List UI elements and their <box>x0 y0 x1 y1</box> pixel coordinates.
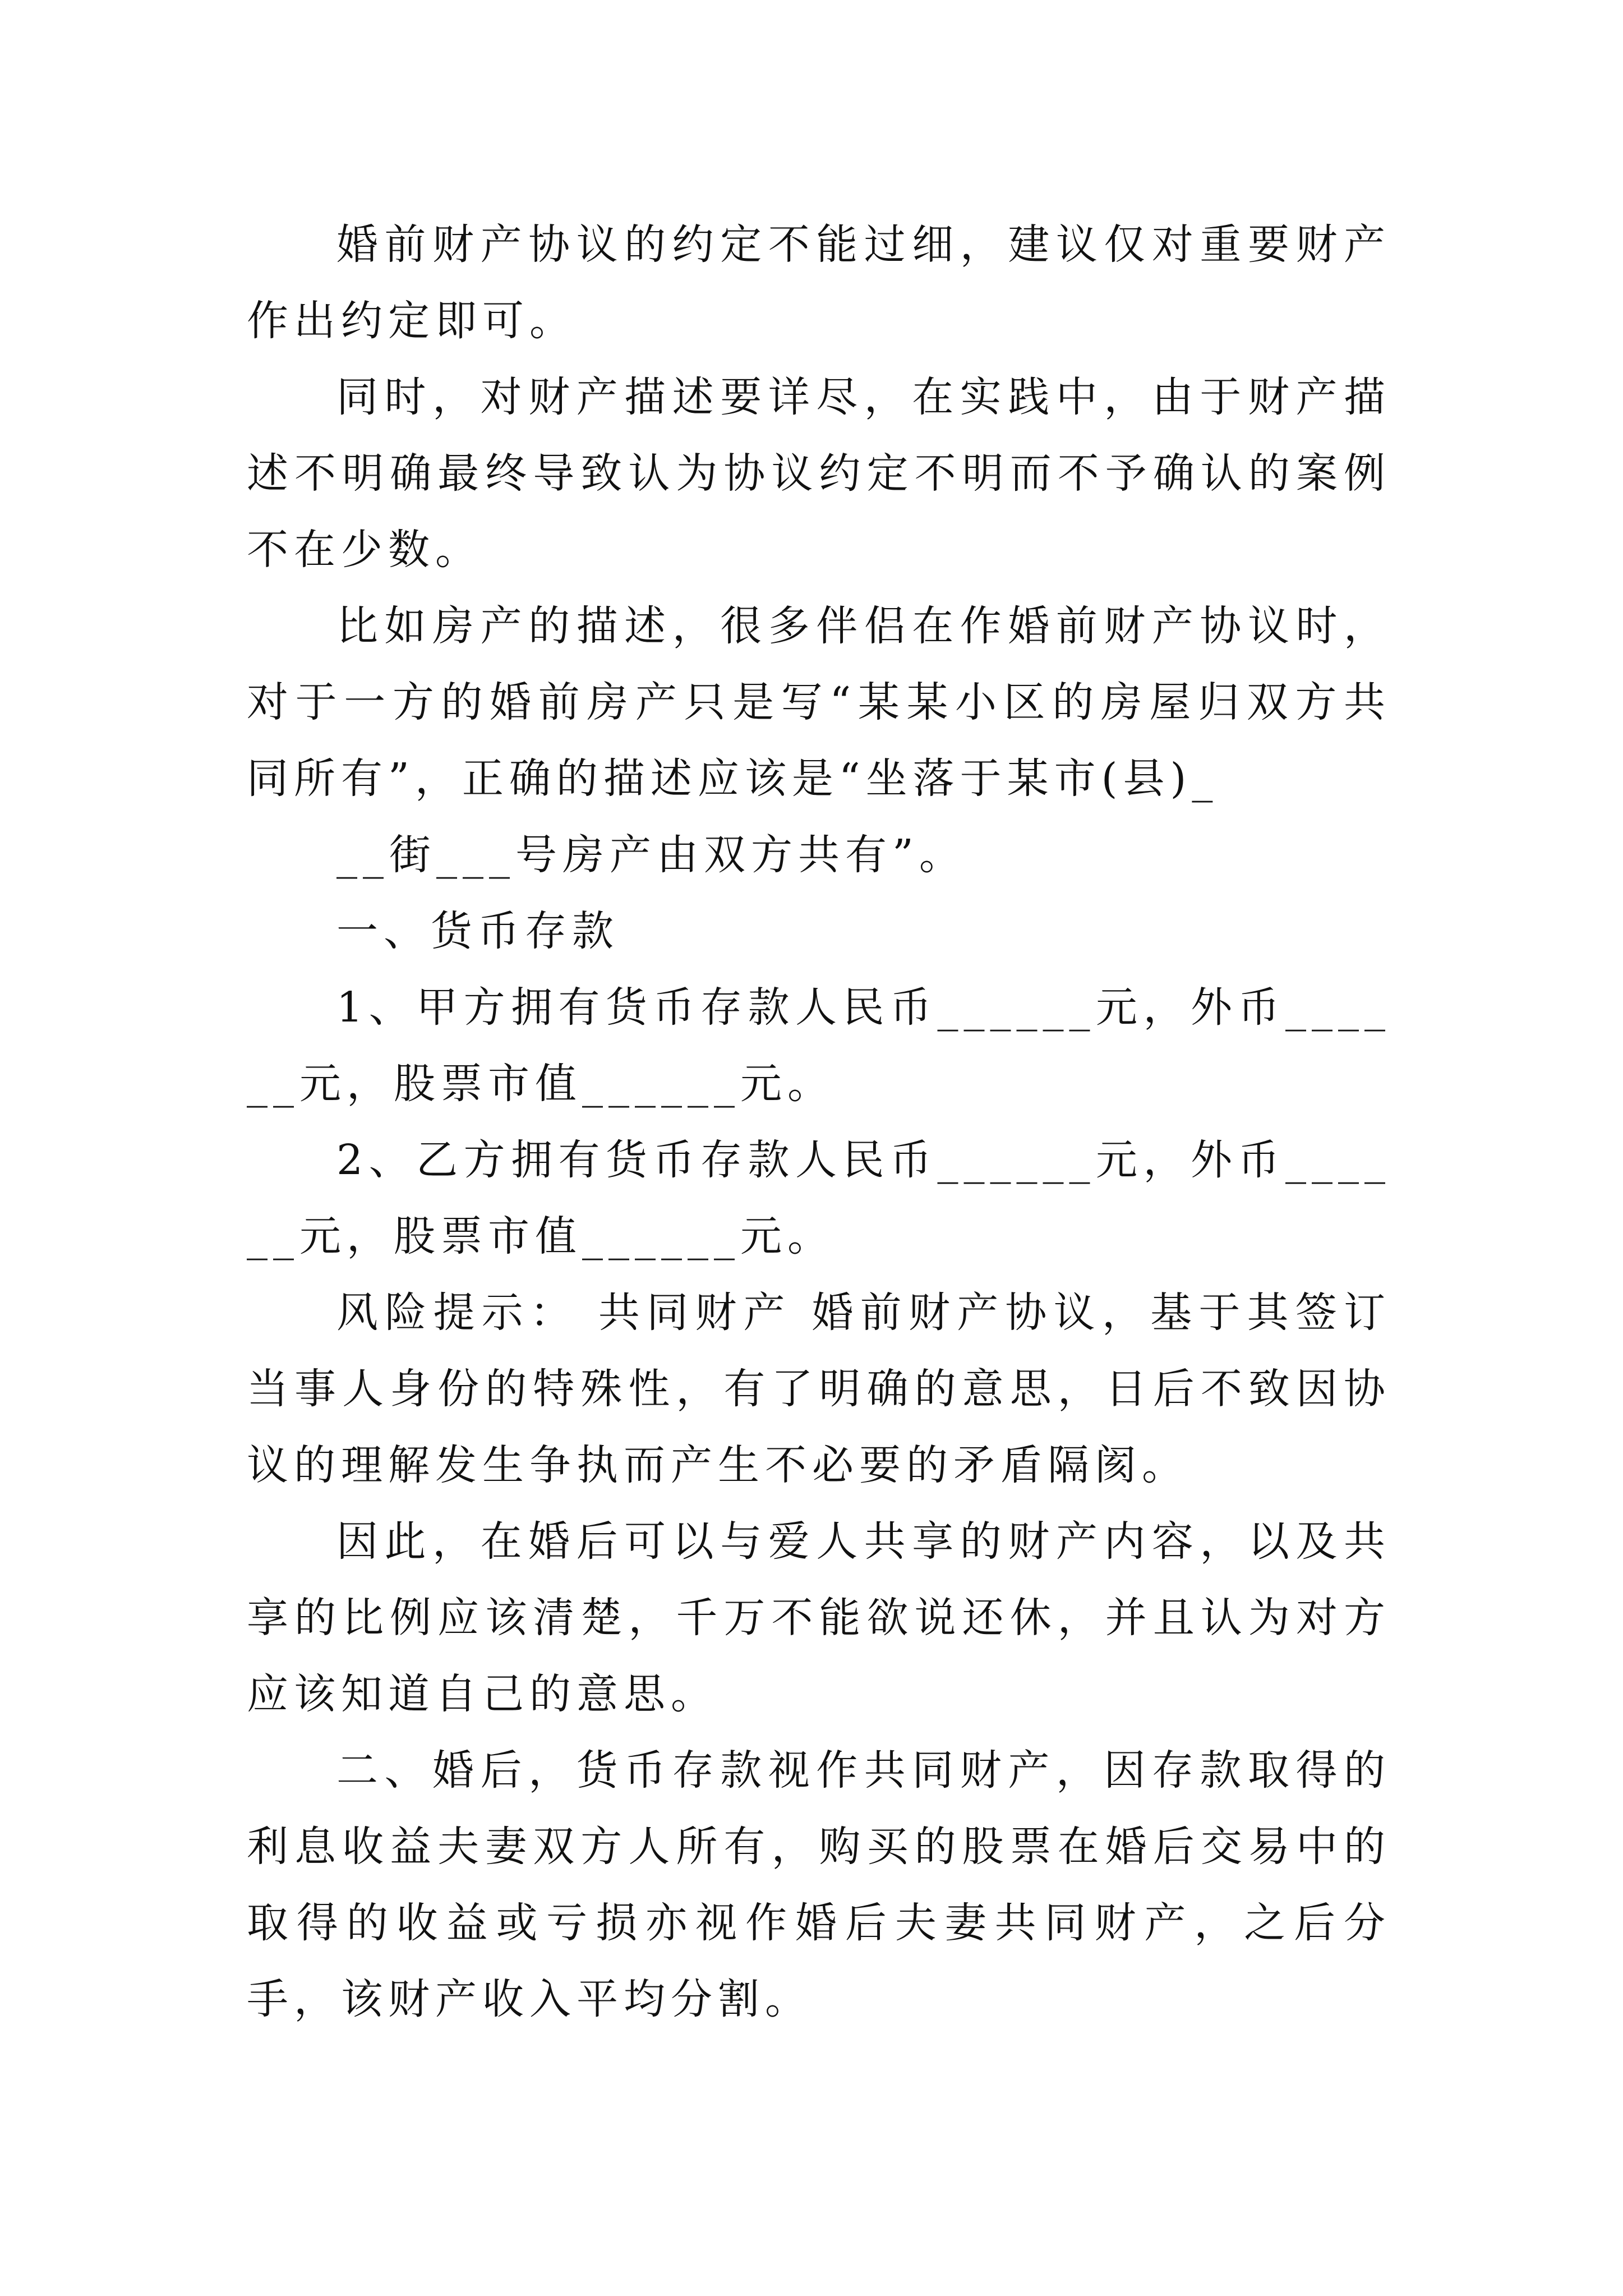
paragraph: 比如房产的描述，很多伴侣在作婚前财产协议时，对于一方的婚前房产只是写“某某小区的房屋归双方共同所有”，正确的描述应该是“坐落于某市(县)_ <box>247 602 1391 803</box>
paragraph: 2、乙方拥有货币存款人民币______元，外币______元，股票市值______元。 <box>247 1136 1391 1260</box>
document-body <box>247 206 1391 2037</box>
paragraph: 同时，对财产描述要详尽，在实践中，由于财产描述不明确最终导致认为协议约定不明而不予确认的案例不在少数。 <box>247 373 1391 574</box>
paragraph: 二、婚后，货币存款视作共同财产，因存款取得的利息收益夫妻双方人所有，购买的股票在婚后交易中的取得的收益或亏损亦视作婚后夫妻共同财产，之后分手，该财产收入平均分割。 <box>247 1746 1391 2023</box>
paragraph: __街___号房产由双方共有”。 <box>336 831 966 879</box>
paragraph: 风险提示： 共同财产 婚前财产协议，基于其签订当事人身份的特殊性，有了明确的意思，日后不致因协议的理解发生争执而产生不必要的矛盾隔阂。 <box>247 1289 1391 1489</box>
paragraph: 因此，在婚后可以与爱人共享的财产内容，以及共享的比例应该清楚，千万不能欲说还休，并且认为对方应该知道自己的意思。 <box>247 1517 1391 1718</box>
paragraph: 婚前财产协议的约定不能过细，建议仅对重要财产作出约定即可。 <box>247 220 1391 345</box>
section-heading: 一、货币存款 <box>336 907 619 955</box>
paragraph: 1、甲方拥有货币存款人民币______元，外币______元，股票市值______元。 <box>247 983 1391 1108</box>
